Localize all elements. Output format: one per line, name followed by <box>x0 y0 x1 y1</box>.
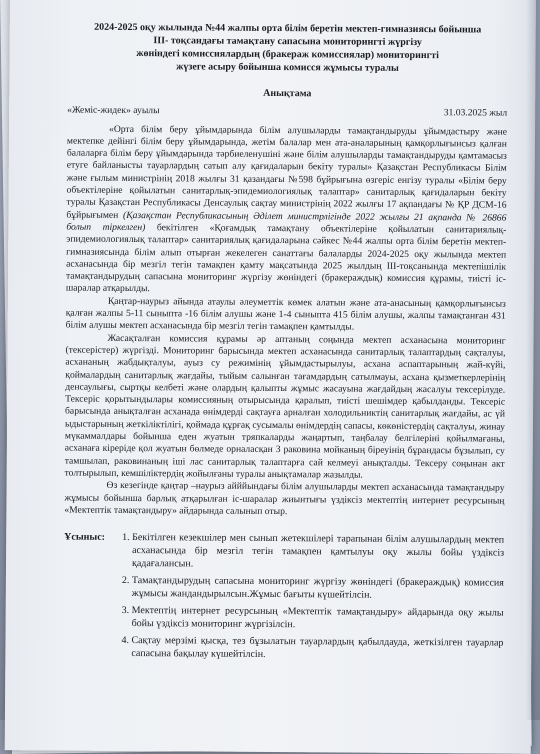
paragraph-1-italic: (Қазақстан Республикасының Әділет министрлігінде 2022 жылғы 21 ақпанда № 26866 болып тіркелген) <box>66 209 507 234</box>
recommendations <box>63 531 504 667</box>
paragraph-1-part-b: бекітілген «Қоғамдық тамақтану объектілеріне қойылатын санитариялық-эпидемиологиялық талаптар» санитариялық қағидаларына сәйкес №44 жалпы орта білім беретін мектеп-гимназиясында білім алып отырған жекелеген санаттағы балаларды 2024-2025 оқу жылында мектеп асханасында бір мезгіл тегін тамақпен қамту мақсатында 2025 жылдың III-тоқсанында мектепішілік тамақтандырудың сапасына мониторинг жүргізу жөніндегі (бракераждық) комиссия құрамы, тиісті іс-шаралар атқарылды. <box>65 222 507 295</box>
place-text: «Жеміс-жидек» ауылы <box>67 104 160 117</box>
document-page <box>5 0 536 754</box>
title-line: III- тоқсандағы тамақтану сапасына мониторингті жүргізу <box>153 35 422 49</box>
document-title <box>67 21 507 76</box>
place-date-row <box>67 105 507 120</box>
document-content <box>63 21 507 667</box>
paragraph-3: Жасақталған комиссия құрамы әр аптаның соңында мектеп асханасына мониторинг (тексерістер) жүргізді. Мониторинг барысында мектеп асханасында санитарлық талаптардың сақталуы, асхананың жабдықталуы, ауыз су режимінің ұйымдастырылуы, асхана аспаптарының жай-күйі, қоймалардың санитарлық жағдайы, тыйым салынған тағамдардың сатылмауы, асхана қызметкерлерінің денсаулығы, сыртқы келбеті және олардың қалыпты жұмыс жасауына жағдайдың жасалуы тексерілуде. Тексеріс қорытындылары комиссияның отырысында қаралып, тиісті шешімдер қабылданды. Тексеріс барысында анықталған асханада өнімдерді сақтауға арналған холодильниктің санитарлық жағдайы, ас үй ыдыстарының жеткіліктілігі, қоймада құрғақ сусымалы өнімдердің сапасы, көкөністердің сақталуы, жинау мүкаммалдары бойынша еден жуатын тряпкаларды жаңартып, таңбалау белгілеріні қойылмағаны, асханаға кіреріде қол жуатын бөлмеде орналасқан 3 раковина мойканың біреуінің бұрандасы бұзылып, су тамшылап, раковинаның іші лас санитарлық талаптарға сай келмеуі анықталды. Тексеру соңынан акт толтырылып, кемшіліктердің жойылғаны туралы анықтамалар жазылды. <box>64 332 506 481</box>
recommendation-item: 3. Мектептің интернет ресурсының «Мектептік тамақтандыру» айдарында оқу жылы бойы үздіксіз мониторинг жүргізілсін. <box>132 604 504 633</box>
recommendations-label: Ұсыныс: <box>64 531 106 543</box>
recommendation-item: 2. Тамақтандырудың сапасына мониторинг жүргізу жөніндегі (бракераждық) комиссия жұмысы жандандырылсын.Жұмыс бағыты күшейтілсін. <box>132 574 504 603</box>
recommendation-item: 4. Сақтау мерзімі қысқа, тез бұзылатын тауарлардың қабылдауда, жеткізілген тауарлар сапасына бақылау күшейтілсін. <box>131 634 503 663</box>
title-line: жөніндегі комиссиялардың (бракераж комиссиялар) мониторингті <box>136 48 439 62</box>
paragraph-4: Өз кезегінде қаңтар –наурыз айййындағы білім алушыларды мектеп асханасында тамақтандыру жұмысы бойынша барлық атқарылған іс-шаралар жиынтығы үздіксіз мектептің интернет ресурсының «Мектептік тамақтандыру» айдарында салынып отыр. <box>64 480 505 517</box>
recommendation-item: 1. Бекітілген кезекшілер мен сынып жетекшілері тарапынан білім алушылардың мектеп асханасында бір мезгіл тегін тамақпен қамтылуы оқу жылы бойы үздіксіз қадағалансын. <box>132 531 504 573</box>
document-heading: Анықтама <box>263 87 312 100</box>
paragraph-1-part-a: «Орта білім беру ұйымдарында білім алушыларды тамақтандыруды ұйымдастыру және мектепке дейінгі білім беру ұйымдарында, жетім балалар мен ата-аналарының қамқорлығынсыз қалған балаларға білім беру ұйымдарында тәрбиеленушіні және білім алушыларды тамақтандыруды қамтамасыз етуге байланысты тауарлардың сатып алу қағидаларын бекіту туралы» Қазақстан Республикасы Білім және ғылым министрінің 2018 жылғы 31 қазандағы №598 бұйрығына өзгеріс енгізу туралы «Білім беру объектілеріне қойылатын санитарлық-эпидемиологиялық талаптар» санитарлық қағидаларын бекіту туралы Қазақстан Республикасы Денсаулық сақтау министрінің 2022 жылғы 17 ақпандағы № ҚР ДСМ-16 бұйрығымен <box>66 123 508 221</box>
edge-shadow <box>526 0 540 720</box>
paragraph-2: Қаңтар-наурыз айында атаулы әлеуметтік көмек алатын және ата-анасының қамқорлығынсыз қалған жалпы 5-11 сыныпта -16 білім алушы және 1-4 сыныпта 415 білім алушы, жалпы тамақтанған 431 білім алушы мектеп асханасында бір мезгіл тегін тамақпен қамтылды. <box>65 295 506 333</box>
title-line: 2024-2025 оқу жылында №44 жалпы орта білім беретін мектеп-гимназиясы бойынша <box>94 21 482 36</box>
paragraph-1 <box>66 123 507 298</box>
title-line: жүзеге асыру бойынша комисся жұмысы туралы <box>176 61 399 74</box>
date-text: 31.03.2025 жыл <box>443 107 508 119</box>
recommendations-list <box>113 531 504 667</box>
